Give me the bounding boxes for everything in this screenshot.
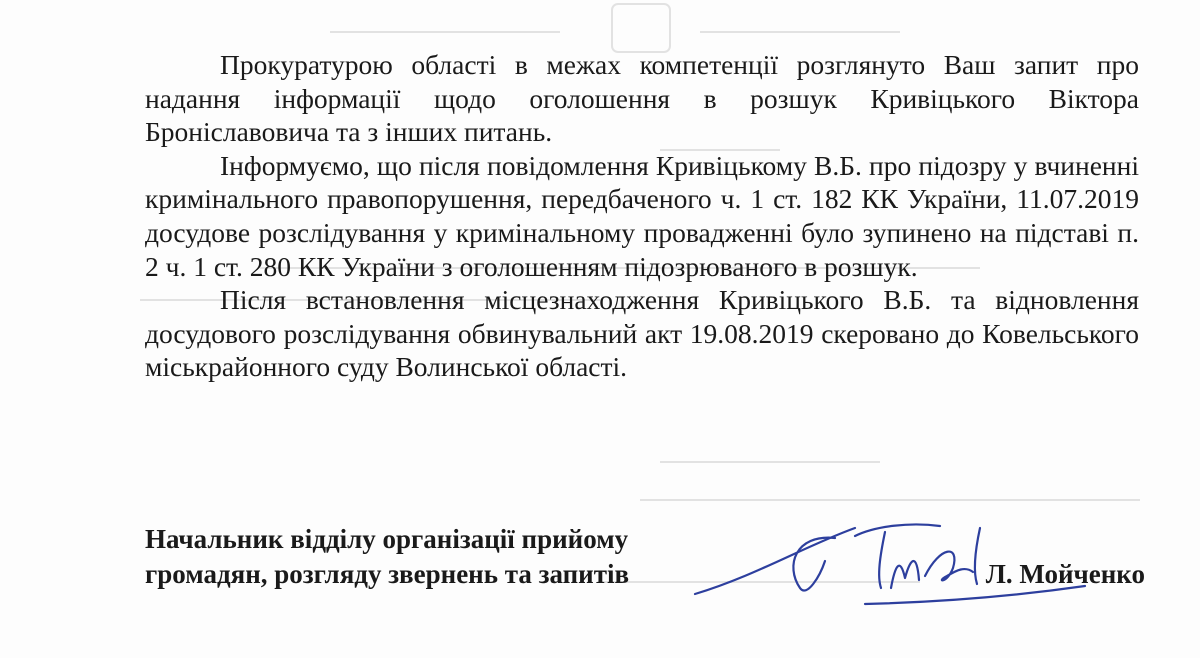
letter-body — [145, 48, 1139, 384]
paragraph-3: Після встановлення місцезнаходження Кривіцького В.Б. та відновлення досудового розслідування обвинувальний акт 19.08.2019 скеровано до Ковельського міськрайонного суду Волинської області. — [145, 284, 1139, 383]
signatory-name: Л. Мойченко — [985, 559, 1145, 589]
paragraph-2: Інформуємо, що після повідомлення Кривіцькому В.Б. про підозру у вчиненні кримінального правопорушення, передбаченого ч. 1 ст. 182 КК України, 11.07.2019 досудове розслідування у кримінальному провадженні було зупинено на підставі п. 2 ч. 1 ст. 280 КК України з оголошенням підозрюваного в розшук. — [145, 149, 1139, 282]
signatory-title-line-2: громадян, розгляду звернень та запитів — [145, 559, 630, 589]
paragraph-1: Прокуратурою області в межах компетенції розглянуто Ваш запит про надання інформації щодо оголошення в розшук Кривіцького Віктора Броніславовича та з інших питань. — [145, 49, 1139, 148]
signatory-title-line-1: Начальник відділу організації прийому — [145, 524, 629, 554]
signature-block — [145, 522, 1145, 602]
signatory-title — [145, 522, 629, 592]
